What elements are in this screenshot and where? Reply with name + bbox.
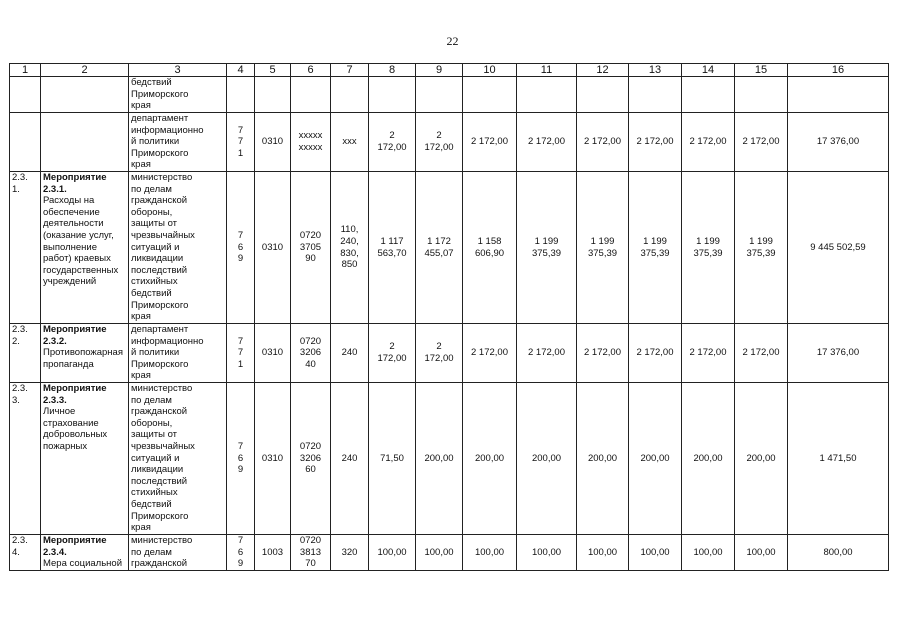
table-cell (416, 77, 463, 113)
table-cell: 17 376,00 (788, 324, 889, 383)
column-header: 10 (463, 64, 517, 77)
table-cell: 2 172,00 (369, 324, 416, 383)
column-header: 12 (577, 64, 629, 77)
event-name-cell (41, 77, 129, 113)
table-cell: 1 471,50 (788, 383, 889, 535)
table-cell: 0310 (255, 324, 291, 383)
table-cell: 100,00 (735, 535, 788, 571)
table-cell: 0720 3705 90 (291, 172, 331, 324)
table-cell: 0720 3206 40 (291, 324, 331, 383)
table-cell: 7 6 9 (227, 172, 255, 324)
table-cell: 7 6 9 (227, 383, 255, 535)
event-number-cell (10, 113, 41, 172)
table-cell (517, 77, 577, 113)
table-cell (577, 77, 629, 113)
executor-cell: министерство по делам гражданской обороны, защиты от чрезвычайных ситуаций и ликвидации последствий стихийных бедствий Приморского края (129, 172, 227, 324)
table-cell: 2 172,00 (517, 113, 577, 172)
table-cell: 110, 240, 830, 850 (331, 172, 369, 324)
table-cell (291, 77, 331, 113)
event-title: Мероприятие 2.3.2. (43, 324, 107, 347)
table-cell: 100,00 (682, 535, 735, 571)
executor-cell: департамент информационно й политики Приморского края (129, 324, 227, 383)
table-cell (463, 77, 517, 113)
table-cell: 200,00 (735, 383, 788, 535)
event-description: Личное страхование добровольных пожарных (43, 406, 108, 452)
table-cell: 200,00 (629, 383, 682, 535)
table-cell (331, 77, 369, 113)
table-cell: 1 199 375,39 (577, 172, 629, 324)
table-cell: 100,00 (416, 535, 463, 571)
table-cell: 7 7 1 (227, 324, 255, 383)
table-header-row (10, 64, 889, 77)
table-cell: 0310 (255, 383, 291, 535)
table-cell: 2 172,00 (463, 324, 517, 383)
table-cell: 2 172,00 (577, 324, 629, 383)
table-cell: 2 172,00 (735, 324, 788, 383)
table-cell: 0310 (255, 172, 291, 324)
table-cell: 200,00 (682, 383, 735, 535)
table-cell: 2 172,00 (682, 113, 735, 172)
table-cell: 2 172,00 (629, 324, 682, 383)
page-number: 22 (446, 34, 459, 48)
table-cell: 200,00 (577, 383, 629, 535)
column-header: 11 (517, 64, 577, 77)
table-cell: 0720 3206 60 (291, 383, 331, 535)
column-header: 3 (129, 64, 227, 77)
table-cell: 2 172,00 (517, 324, 577, 383)
column-header: 1 (10, 64, 41, 77)
table-row (10, 172, 889, 324)
table-cell: 2 172,00 (369, 113, 416, 172)
event-title: Мероприятие 2.3.3. (43, 383, 107, 406)
column-header: 7 (331, 64, 369, 77)
table-cell: 240 (331, 324, 369, 383)
table-cell (369, 77, 416, 113)
event-name-cell (41, 172, 129, 324)
column-header: 15 (735, 64, 788, 77)
table-cell: 7 6 9 (227, 535, 255, 571)
event-title: Мероприятие 2.3.1. (43, 172, 107, 195)
event-number-cell (10, 77, 41, 113)
table-cell: 2 172,00 (577, 113, 629, 172)
event-title: Мероприятие 2.3.4. (43, 535, 107, 558)
event-description: Мера социальной (43, 558, 123, 570)
table-cell: 17 376,00 (788, 113, 889, 172)
table-cell: 1 199 375,39 (517, 172, 577, 324)
executor-cell: министерство по делам гражданской обороны, защиты от чрезвычайных ситуаций и ликвидации последствий стихийных бедствий Приморского края (129, 383, 227, 535)
table-cell: 2 172,00 (735, 113, 788, 172)
table-cell: 200,00 (463, 383, 517, 535)
table-row (10, 113, 889, 172)
column-header: 5 (255, 64, 291, 77)
event-number-cell: 2.3. 3. (10, 383, 41, 535)
table-row (10, 383, 889, 535)
table-row (10, 77, 889, 113)
table-cell: 7 7 1 (227, 113, 255, 172)
executor-cell: министерство по делам гражданской (129, 535, 227, 571)
column-header: 2 (41, 64, 129, 77)
event-description: Расходы на обеспечение деятельности (оказание услуг, выполнение работ) краевых государственных учреждений (43, 195, 119, 288)
column-header: 14 (682, 64, 735, 77)
table-cell: 800,00 (788, 535, 889, 571)
table-cell: 200,00 (416, 383, 463, 535)
column-header: 9 (416, 64, 463, 77)
table-cell: 1 199 375,39 (682, 172, 735, 324)
table-cell: 320 (331, 535, 369, 571)
table-cell (255, 77, 291, 113)
table-cell: 2 172,00 (463, 113, 517, 172)
table-cell: xxxxx xxxxx (291, 113, 331, 172)
event-number-cell: 2.3. 4. (10, 535, 41, 571)
event-number-cell: 2.3. 1. (10, 172, 41, 324)
table-cell: 100,00 (517, 535, 577, 571)
column-header: 16 (788, 64, 889, 77)
executor-cell: департамент информационно й политики Приморского края (129, 113, 227, 172)
table-cell: 0310 (255, 113, 291, 172)
event-name-cell (41, 113, 129, 172)
table-cell: 0720 3813 70 (291, 535, 331, 571)
table-cell: 100,00 (463, 535, 517, 571)
table-cell: 1 117 563,70 (369, 172, 416, 324)
table-cell: 71,50 (369, 383, 416, 535)
table-cell: xxx (331, 113, 369, 172)
table-cell (227, 77, 255, 113)
table-cell: 9 445 502,59 (788, 172, 889, 324)
table-cell: 1003 (255, 535, 291, 571)
table-cell: 2 172,00 (416, 324, 463, 383)
budget-table (9, 63, 889, 571)
table-cell: 1 172 455,07 (416, 172, 463, 324)
event-number-cell: 2.3. 2. (10, 324, 41, 383)
table-cell: 1 199 375,39 (735, 172, 788, 324)
table-cell: 240 (331, 383, 369, 535)
table-cell: 1 199 375,39 (629, 172, 682, 324)
table-cell: 100,00 (369, 535, 416, 571)
table-cell: 2 172,00 (682, 324, 735, 383)
event-name-cell (41, 383, 129, 535)
column-header: 6 (291, 64, 331, 77)
table-row (10, 535, 889, 571)
table-row (10, 324, 889, 383)
column-header: 8 (369, 64, 416, 77)
event-name-cell (41, 535, 129, 571)
event-name-cell (41, 324, 129, 383)
table-cell: 100,00 (629, 535, 682, 571)
event-description: Противопожарная пропаганда (43, 347, 123, 370)
table-cell: 2 172,00 (629, 113, 682, 172)
table-cell (682, 77, 735, 113)
table-cell (629, 77, 682, 113)
column-header: 13 (629, 64, 682, 77)
table-cell: 100,00 (577, 535, 629, 571)
column-header: 4 (227, 64, 255, 77)
table-cell: 200,00 (517, 383, 577, 535)
table-cell: 1 158 606,90 (463, 172, 517, 324)
executor-cell: бедствий Приморского края (129, 77, 227, 113)
table-cell (735, 77, 788, 113)
table-cell: 2 172,00 (416, 113, 463, 172)
table-cell (788, 77, 889, 113)
